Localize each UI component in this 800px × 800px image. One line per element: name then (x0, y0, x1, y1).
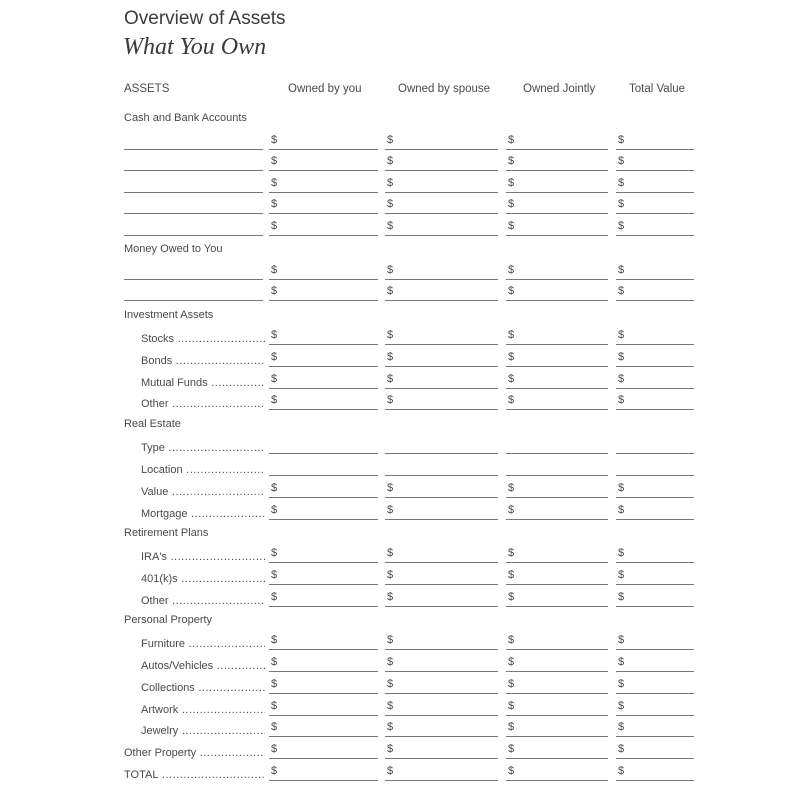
row-label-furniture: Furniture ..... (141, 638, 265, 650)
dollar-sign: $ (618, 482, 625, 494)
dollar-sign: $ (618, 504, 625, 516)
total-value-field[interactable] (616, 482, 694, 498)
section-heading: Retirement Plans (124, 527, 209, 539)
owned-by-spouse-field[interactable] (385, 678, 498, 694)
description-field[interactable] (124, 149, 263, 150)
section-heading: Personal Property (124, 614, 213, 626)
dollar-sign: $ (271, 591, 278, 603)
dollar-sign: $ (387, 394, 394, 406)
dollar-sign: $ (618, 656, 625, 668)
dollar-sign: $ (271, 329, 278, 341)
total-value-field[interactable] (616, 220, 694, 236)
owned-jointly-field[interactable] (506, 453, 608, 454)
table-row (0, 371, 800, 391)
owned-by-you-field[interactable] (269, 700, 378, 716)
owned-by-you-field[interactable] (269, 504, 378, 520)
dollar-sign: $ (271, 155, 278, 167)
owned-jointly-field[interactable] (506, 285, 608, 301)
dollar-sign: $ (271, 504, 278, 516)
dollar-sign: $ (618, 394, 625, 406)
dollar-sign: $ (618, 329, 625, 341)
dollar-sign: $ (387, 373, 394, 385)
dollar-sign: $ (618, 721, 625, 733)
dollar-sign: $ (271, 198, 278, 210)
dollar-sign: $ (387, 329, 394, 341)
dollar-sign: $ (508, 373, 515, 385)
row-label-stocks: Stocks ..... (141, 333, 265, 345)
row-label-mutual-funds: Mutual Funds ..... (141, 377, 265, 389)
owned-by-you-field[interactable] (269, 285, 378, 301)
owned-by-you-field[interactable] (269, 453, 378, 454)
dollar-sign: $ (508, 134, 515, 146)
dollar-sign: $ (618, 700, 625, 712)
section-heading: Investment Assets (124, 309, 214, 321)
owned-by-spouse-field[interactable] (385, 547, 498, 563)
dollar-sign: $ (618, 569, 625, 581)
total-value-field[interactable] (616, 264, 694, 280)
owned-jointly-field[interactable] (506, 220, 608, 236)
dollar-sign: $ (271, 177, 278, 189)
column-header-owned-jointly: Owned Jointly (523, 83, 596, 95)
total-value-field[interactable] (616, 504, 694, 520)
dollar-sign: $ (508, 220, 515, 232)
owned-by-you-field[interactable] (269, 220, 378, 236)
dollar-sign: $ (387, 765, 394, 777)
dollar-sign: $ (387, 504, 394, 516)
total-value-field[interactable] (616, 634, 694, 650)
dollar-sign: $ (387, 285, 394, 297)
owned-jointly-field[interactable] (506, 721, 608, 737)
owned-by-you-field[interactable] (269, 482, 378, 498)
owned-by-spouse-field[interactable] (385, 743, 498, 759)
table-row (0, 327, 800, 347)
dollar-sign: $ (618, 591, 625, 603)
dollar-sign: $ (508, 569, 515, 581)
owned-by-spouse-field[interactable] (385, 134, 498, 150)
owned-by-spouse-field[interactable] (385, 220, 498, 236)
owned-jointly-field[interactable] (506, 155, 608, 171)
dollar-sign: $ (508, 656, 515, 668)
table-row (0, 632, 800, 652)
owned-by-you-field[interactable] (269, 634, 378, 650)
dollar-sign: $ (387, 569, 394, 581)
row-label-other-property: Other Property ..... (124, 747, 265, 759)
owned-by-spouse-field[interactable] (385, 721, 498, 737)
owned-by-spouse-field[interactable] (385, 569, 498, 585)
total-value-field[interactable] (616, 351, 694, 367)
owned-jointly-field[interactable] (506, 177, 608, 193)
dollar-sign: $ (508, 591, 515, 603)
section-cash (0, 110, 800, 130)
dollar-sign: $ (618, 351, 625, 363)
column-header-owned-by-spouse: Owned by spouse (398, 83, 491, 95)
dollar-sign: $ (271, 134, 278, 146)
total-value-field[interactable] (616, 721, 694, 737)
owned-by-spouse-field[interactable] (385, 634, 498, 650)
section-money-owed (0, 241, 800, 261)
row-label-value: Value ..... (141, 486, 265, 498)
table-row (0, 545, 800, 565)
table-row (0, 567, 800, 587)
description-field[interactable] (124, 235, 263, 236)
dollar-sign: $ (387, 264, 394, 276)
dollar-sign: $ (387, 351, 394, 363)
table-row (0, 132, 800, 152)
total-value-field[interactable] (616, 373, 694, 389)
table-row (0, 589, 800, 609)
section-investment-assets (0, 307, 800, 327)
dollar-sign: $ (508, 351, 515, 363)
owned-jointly-field[interactable] (506, 765, 608, 781)
dollar-sign: $ (508, 678, 515, 690)
total-value-field[interactable] (616, 285, 694, 301)
section-personal-property (0, 612, 800, 632)
dollar-sign: $ (271, 285, 278, 297)
table-row (0, 458, 800, 478)
owned-by-you-field[interactable] (269, 656, 378, 672)
dollar-sign: $ (508, 765, 515, 777)
table-row (0, 349, 800, 369)
owned-by-you-field[interactable] (269, 743, 378, 759)
dollar-sign: $ (618, 373, 625, 385)
total-value-field[interactable] (616, 765, 694, 781)
table-row (0, 392, 800, 412)
dollar-sign: $ (387, 721, 394, 733)
owned-by-spouse-field[interactable] (385, 475, 498, 476)
owned-by-you-field[interactable] (269, 721, 378, 737)
table-row-total (0, 763, 800, 783)
owned-by-spouse-field[interactable] (385, 591, 498, 607)
column-header-assets: ASSETS (124, 83, 170, 95)
page-subtitle: What You Own (123, 34, 267, 60)
dollar-sign: $ (271, 547, 278, 559)
dollar-sign: $ (618, 155, 625, 167)
owned-by-you-field[interactable] (269, 475, 378, 476)
table-row (0, 480, 800, 500)
owned-jointly-field[interactable] (506, 634, 608, 650)
dollar-sign: $ (618, 547, 625, 559)
dollar-sign: $ (271, 220, 278, 232)
dollar-sign: $ (508, 547, 515, 559)
description-field[interactable] (124, 192, 263, 193)
section-heading: Cash and Bank Accounts (124, 112, 247, 124)
dollar-sign: $ (508, 264, 515, 276)
owned-jointly-field[interactable] (506, 394, 608, 410)
owned-jointly-field[interactable] (506, 134, 608, 150)
dollar-sign: $ (387, 482, 394, 494)
dollar-sign: $ (508, 198, 515, 210)
owned-jointly-field[interactable] (506, 700, 608, 716)
total-value-field[interactable] (616, 678, 694, 694)
dollar-sign: $ (618, 765, 625, 777)
table-row (0, 654, 800, 674)
dollar-sign: $ (387, 700, 394, 712)
owned-by-you-field[interactable] (269, 155, 378, 171)
description-field[interactable] (124, 213, 263, 214)
dollar-sign: $ (271, 700, 278, 712)
total-value-field[interactable] (616, 453, 694, 454)
owned-jointly-field[interactable] (506, 329, 608, 345)
owned-by-spouse-field[interactable] (385, 351, 498, 367)
owned-by-you-field[interactable] (269, 569, 378, 585)
owned-by-spouse-field[interactable] (385, 285, 498, 301)
description-field[interactable] (124, 279, 263, 280)
dollar-sign: $ (271, 656, 278, 668)
owned-by-spouse-field[interactable] (385, 504, 498, 520)
column-header-owned-by-you: Owned by you (288, 83, 362, 95)
dollar-sign: $ (271, 394, 278, 406)
dollar-sign: $ (387, 177, 394, 189)
owned-jointly-field[interactable] (506, 678, 608, 694)
dollar-sign: $ (618, 177, 625, 189)
owned-by-you-field[interactable] (269, 678, 378, 694)
row-label-mortgage: Mortgage ..... (141, 508, 265, 520)
total-value-field[interactable] (616, 155, 694, 171)
dollar-sign: $ (618, 743, 625, 755)
dollar-sign: $ (387, 134, 394, 146)
row-label-retirement-other: Other ..... (141, 595, 265, 607)
total-value-field[interactable] (616, 329, 694, 345)
dollar-sign: $ (508, 482, 515, 494)
dollar-sign: $ (387, 547, 394, 559)
row-label-type: Type ..... (141, 442, 265, 454)
owned-by-you-field[interactable] (269, 329, 378, 345)
owned-by-spouse-field[interactable] (385, 329, 498, 345)
row-label-collections: Collections ..... (141, 682, 265, 694)
description-field[interactable] (124, 170, 263, 171)
page-title: Overview of Assets (124, 8, 286, 29)
column-header-total-value: Total Value (629, 83, 686, 95)
dollar-sign: $ (508, 285, 515, 297)
owned-by-spouse-field[interactable] (385, 264, 498, 280)
owned-jointly-field[interactable] (506, 482, 608, 498)
total-value-field[interactable] (616, 591, 694, 607)
dollar-sign: $ (508, 155, 515, 167)
owned-by-spouse-field[interactable] (385, 394, 498, 410)
owned-by-you-field[interactable] (269, 394, 378, 410)
dollar-sign: $ (271, 373, 278, 385)
owned-by-spouse-field[interactable] (385, 453, 498, 454)
table-row (0, 218, 800, 238)
dollar-sign: $ (387, 591, 394, 603)
table-row (0, 175, 800, 195)
dollar-sign: $ (271, 569, 278, 581)
section-heading: Money Owed to You (124, 243, 223, 255)
dollar-sign: $ (508, 700, 515, 712)
owned-by-spouse-field[interactable] (385, 700, 498, 716)
owned-by-you-field[interactable] (269, 134, 378, 150)
table-row (0, 436, 800, 456)
dollar-sign: $ (618, 220, 625, 232)
owned-by-you-field[interactable] (269, 351, 378, 367)
owned-by-spouse-field[interactable] (385, 482, 498, 498)
table-row (0, 262, 800, 282)
row-label-total: TOTAL ..... (124, 769, 265, 781)
owned-jointly-field[interactable] (506, 198, 608, 214)
owned-by-spouse-field[interactable] (385, 656, 498, 672)
table-row (0, 196, 800, 216)
section-retirement-plans (0, 525, 800, 545)
dollar-sign: $ (508, 721, 515, 733)
dollar-sign: $ (508, 504, 515, 516)
owned-jointly-field[interactable] (506, 475, 608, 476)
dollar-sign: $ (271, 765, 278, 777)
total-value-field[interactable] (616, 475, 694, 476)
owned-by-you-field[interactable] (269, 591, 378, 607)
total-value-field[interactable] (616, 198, 694, 214)
table-row (0, 676, 800, 696)
owned-jointly-field[interactable] (506, 373, 608, 389)
dollar-sign: $ (618, 678, 625, 690)
owned-jointly-field[interactable] (506, 591, 608, 607)
row-label-401k: 401(k)s ..... (141, 573, 265, 585)
owned-by-you-field[interactable] (269, 547, 378, 563)
table-row (0, 502, 800, 522)
row-label-iras: IRA's ..... (141, 551, 265, 563)
table-row (0, 698, 800, 718)
owned-jointly-field[interactable] (506, 351, 608, 367)
section-heading: Real Estate (124, 418, 181, 430)
table-row (0, 283, 800, 303)
row-label-artwork: Artwork ..... (141, 704, 265, 716)
dollar-sign: $ (271, 721, 278, 733)
total-value-field[interactable] (616, 177, 694, 193)
description-field[interactable] (124, 300, 263, 301)
total-value-field[interactable] (616, 547, 694, 563)
owned-by-spouse-field[interactable] (385, 198, 498, 214)
owned-by-spouse-field[interactable] (385, 177, 498, 193)
owned-by-you-field[interactable] (269, 373, 378, 389)
dollar-sign: $ (387, 634, 394, 646)
owned-by-you-field[interactable] (269, 177, 378, 193)
dollar-sign: $ (618, 634, 625, 646)
dollar-sign: $ (508, 177, 515, 189)
section-real-estate (0, 416, 800, 436)
total-value-field[interactable] (616, 700, 694, 716)
dollar-sign: $ (508, 329, 515, 341)
dollar-sign: $ (387, 678, 394, 690)
total-value-field[interactable] (616, 394, 694, 410)
owned-by-spouse-field[interactable] (385, 155, 498, 171)
dollar-sign: $ (508, 743, 515, 755)
total-value-field[interactable] (616, 134, 694, 150)
dollar-sign: $ (387, 656, 394, 668)
dollar-sign: $ (618, 134, 625, 146)
owned-jointly-field[interactable] (506, 743, 608, 759)
owned-by-spouse-field[interactable] (385, 765, 498, 781)
owned-jointly-field[interactable] (506, 656, 608, 672)
dollar-sign: $ (618, 264, 625, 276)
dollar-sign: $ (271, 634, 278, 646)
row-label-bonds: Bonds ..... (141, 355, 265, 367)
dollar-sign: $ (508, 634, 515, 646)
total-value-field[interactable] (616, 743, 694, 759)
dollar-sign: $ (387, 220, 394, 232)
owned-by-spouse-field[interactable] (385, 373, 498, 389)
dollar-sign: $ (271, 264, 278, 276)
row-label-investment-other: Other ..... (141, 398, 265, 410)
owned-by-you-field[interactable] (269, 765, 378, 781)
dollar-sign: $ (271, 482, 278, 494)
owned-jointly-field[interactable] (506, 264, 608, 280)
dollar-sign: $ (271, 351, 278, 363)
row-label-location: Location ..... (141, 464, 265, 476)
owned-by-you-field[interactable] (269, 198, 378, 214)
owned-jointly-field[interactable] (506, 547, 608, 563)
dollar-sign: $ (271, 678, 278, 690)
row-label-autos-vehicles: Autos/Vehicles ..... (141, 660, 265, 672)
dollar-sign: $ (271, 743, 278, 755)
dollar-sign: $ (387, 198, 394, 210)
owned-jointly-field[interactable] (506, 569, 608, 585)
dollar-sign: $ (618, 285, 625, 297)
table-row (0, 719, 800, 739)
owned-jointly-field[interactable] (506, 504, 608, 520)
total-value-field[interactable] (616, 569, 694, 585)
dollar-sign: $ (387, 155, 394, 167)
dollar-sign: $ (618, 198, 625, 210)
row-label-jewelry: Jewelry ..... (141, 725, 265, 737)
table-row (0, 153, 800, 173)
table-row (0, 741, 800, 761)
dollar-sign: $ (508, 394, 515, 406)
owned-by-you-field[interactable] (269, 264, 378, 280)
dollar-sign: $ (387, 743, 394, 755)
total-value-field[interactable] (616, 656, 694, 672)
